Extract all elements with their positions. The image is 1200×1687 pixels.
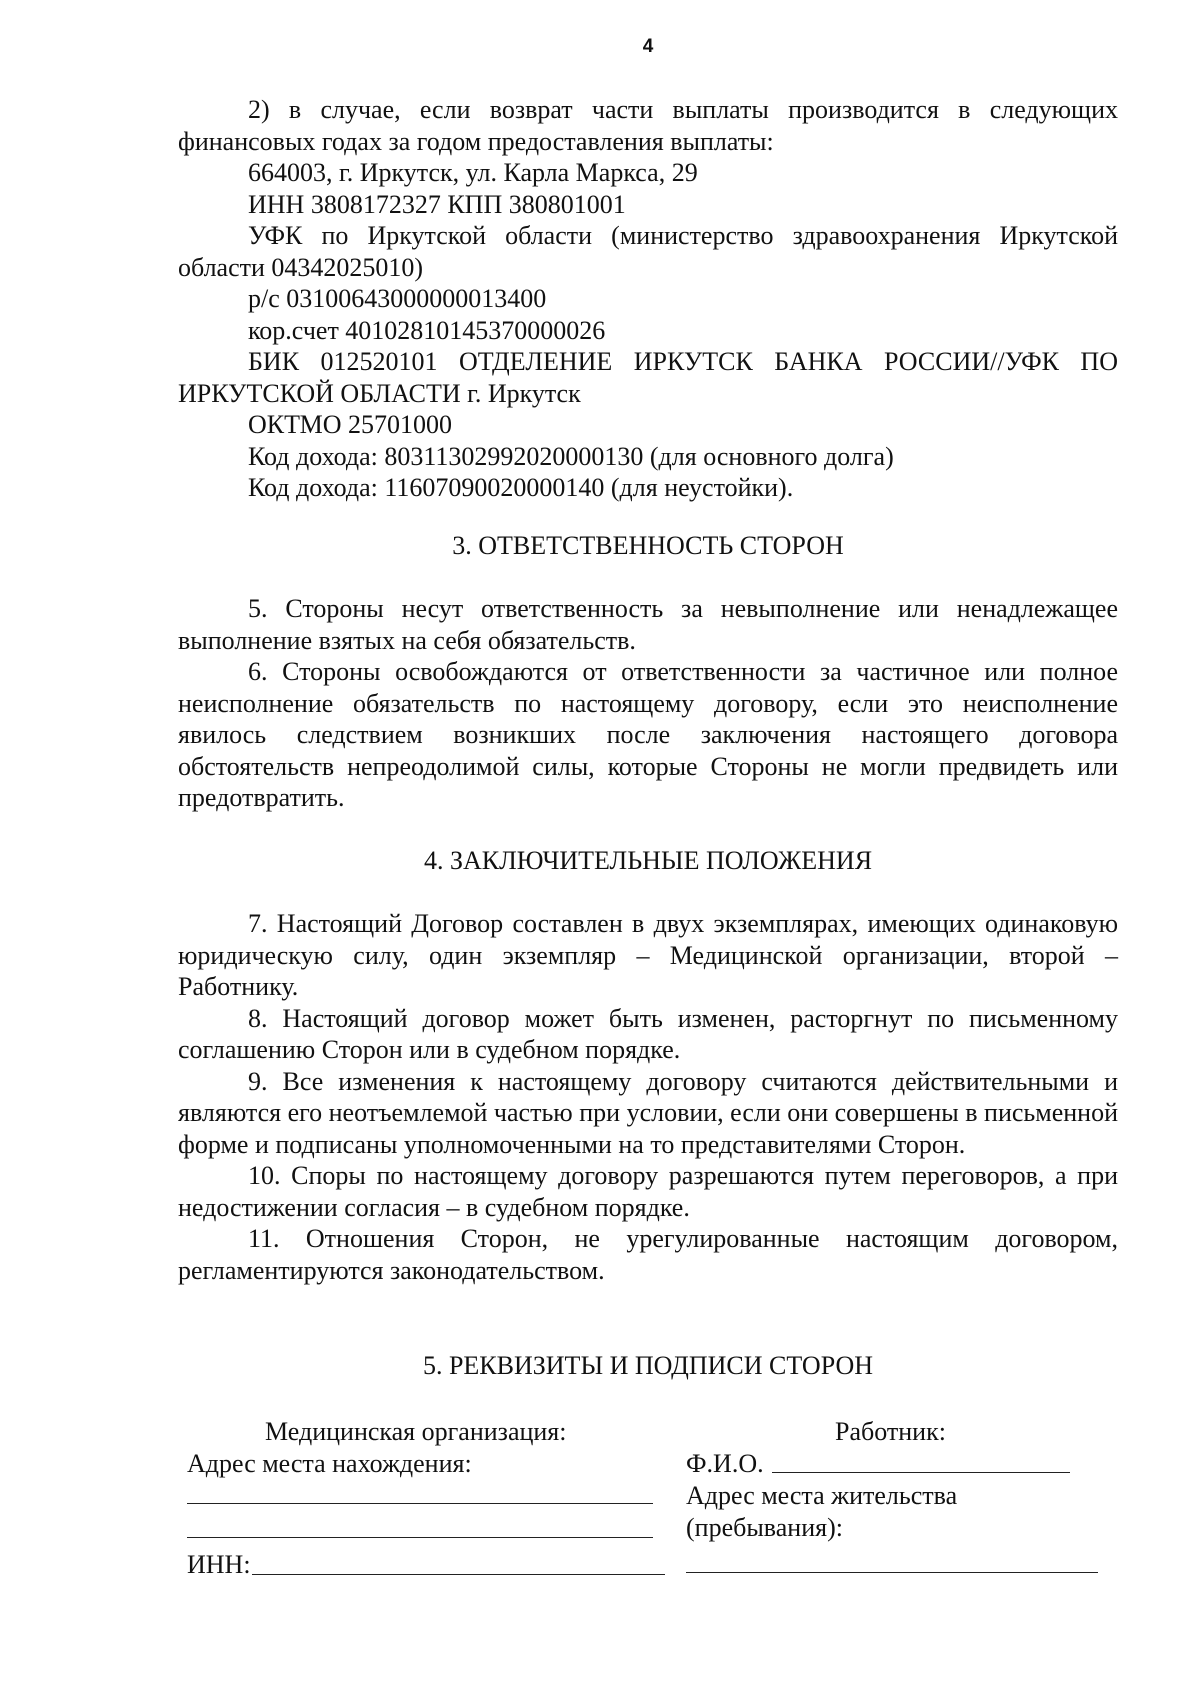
payee-corr-account: кор.счет 40102810145370000026 bbox=[248, 315, 606, 345]
payee-ufk: УФК по Иркутской области (министерство здравоохранения Иркутской области 04342025010) bbox=[178, 221, 1118, 282]
section-3-heading: 3. ОТВЕТСТВЕННОСТЬ СТОРОН bbox=[452, 531, 844, 560]
worker-address-line bbox=[686, 1572, 1098, 1573]
payee-oktmo: ОКТМО 25701000 bbox=[248, 410, 453, 439]
worker-fio-label: Ф.И.О. bbox=[686, 1449, 764, 1478]
payment-case-intro: 2) в случае, если возврат части выплаты производится в следующих финансовых годах за годом предоставления выплаты: bbox=[178, 95, 1118, 156]
clause-8: 8. Настоящий договор может быть изменен, расторгнут по письменному соглашению Сторон или в судебном порядке. bbox=[178, 1003, 1118, 1064]
payee-address: 664003, г. Иркутск, ул. Карла Маркса, 29 bbox=[248, 158, 698, 187]
org-address-line-2 bbox=[187, 1537, 653, 1538]
payment-details-block bbox=[178, 94, 1118, 504]
clause-7: 7. Настоящий Договор составлен в двух экземплярах, имеющих одинаковую юридическую силу, один экземпляр – Медицинской организации, второй – Работнику. bbox=[178, 909, 1118, 1001]
org-title: Медицинская организация: bbox=[265, 1417, 567, 1446]
worker-address-label-1: Адрес места жительства bbox=[686, 1481, 958, 1510]
payee-inn-kpp: ИНН 3808172327 КПП 380801001 bbox=[248, 189, 626, 219]
org-inn-line bbox=[252, 1574, 665, 1575]
worker-title: Работник: bbox=[835, 1417, 946, 1446]
clause-5: 5. Стороны несут ответственность за невыполнение или ненадлежащее выполнение взятых на себя обязательств. bbox=[178, 594, 1118, 655]
org-inn-label: ИНН: bbox=[187, 1550, 251, 1579]
payee-bik: БИК 012520101 ОТДЕЛЕНИЕ ИРКУТСК БАНКА РОССИИ//УФК ПО ИРКУТСКОЙ ОБЛАСТИ г. Иркутск bbox=[178, 347, 1118, 408]
income-code-principal: Код дохода: 80311302992020000130 (для основного долга) bbox=[248, 441, 894, 471]
clause-11: 11. Отношения Сторон, не урегулированные настоящим договором, регламентируются законодательством. bbox=[178, 1224, 1118, 1285]
section-3-body bbox=[178, 593, 1118, 814]
clause-9: 9. Все изменения к настоящему договору считаются действительными и являются его неотъемлемой частью при условии, если они совершены в письменной форме и подписаны уполномоченными на то представителями Сторон. bbox=[178, 1066, 1119, 1159]
worker-fio-line bbox=[772, 1472, 1070, 1473]
worker-address-label-2: (пребывания): bbox=[686, 1513, 843, 1542]
page-number: 4 bbox=[642, 36, 654, 57]
clause-10: 10. Споры по настоящему договору разрешаются путем переговоров, а при недостижении согласия – в судебном порядке. bbox=[178, 1161, 1118, 1222]
income-code-penalty: Код дохода: 11607090020000140 (для неустойки). bbox=[248, 473, 794, 502]
org-address-label: Адрес места нахождения: bbox=[187, 1449, 472, 1478]
clause-6: 6. Стороны освобождаются от ответственности за частичное или полное неисполнение обязательств по настоящему договору, если это неисполнение явилось следствием возникших после заключения настоящего договора обстоятельств непреодолимой силы, которые Стороны не могли предвидеть или предотвратить. bbox=[178, 657, 1118, 812]
section-4-heading: 4. ЗАКЛЮЧИТЕЛЬНЫЕ ПОЛОЖЕНИЯ bbox=[423, 846, 873, 875]
org-address-line-1 bbox=[187, 1503, 653, 1504]
payee-account: р/с 03100643000000013400 bbox=[248, 284, 547, 313]
section-4-body bbox=[178, 908, 1118, 1286]
section-5-heading: 5. РЕКВИЗИТЫ И ПОДПИСИ СТОРОН bbox=[422, 1351, 874, 1380]
